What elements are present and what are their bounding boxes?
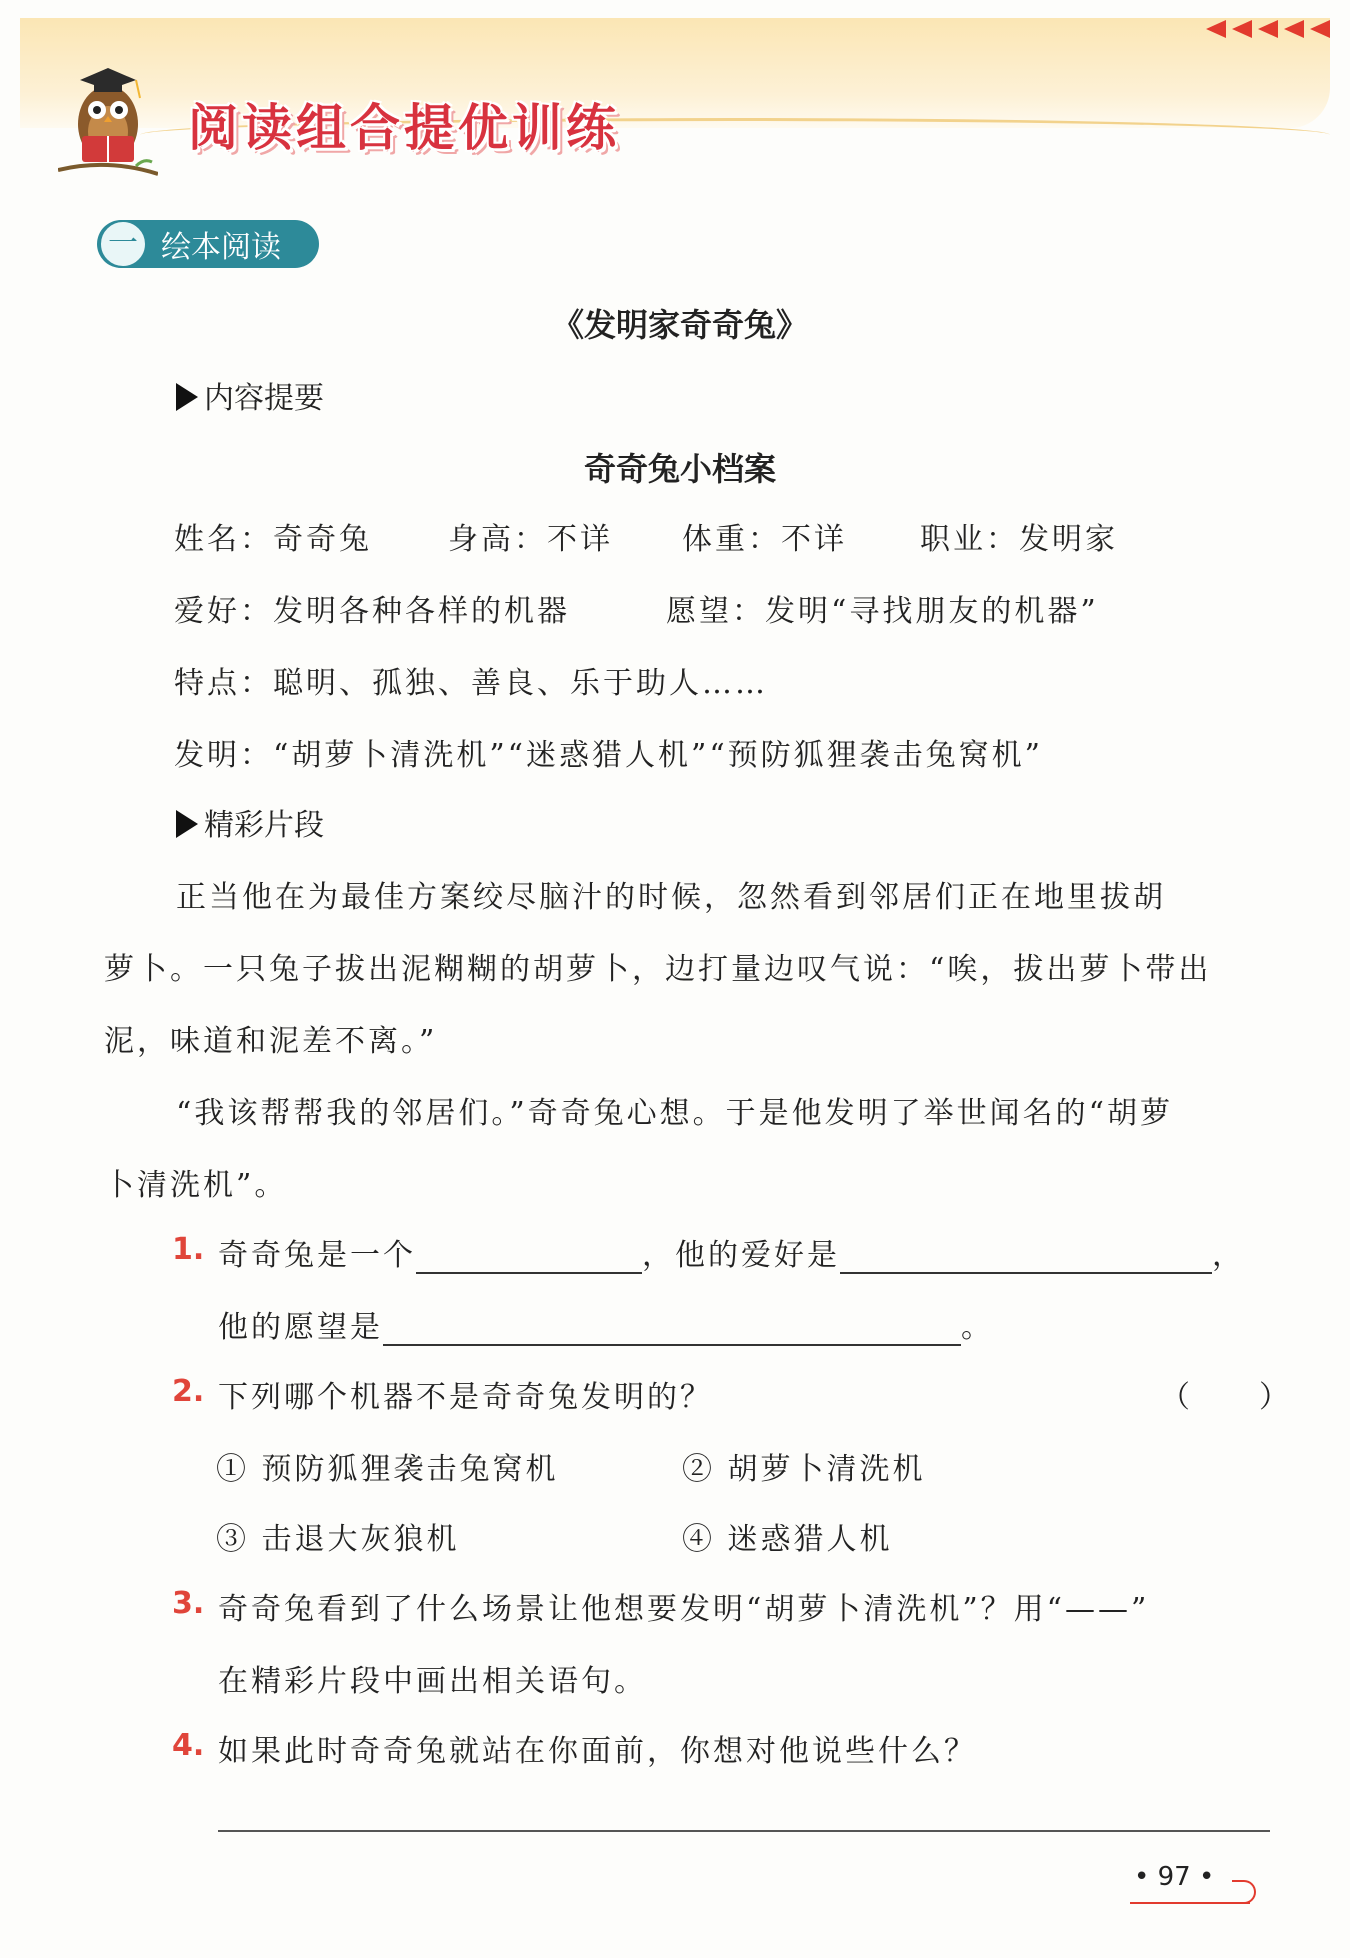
- excerpt-line: 卜清洗机”。: [104, 1168, 288, 1203]
- excerpt-heading: 精彩片段: [176, 800, 324, 844]
- question-1-line-2: 他的愿望是 。: [218, 1310, 994, 1345]
- profile-job: 职业：发明家: [920, 522, 1118, 557]
- section-label: 绘本阅读: [161, 230, 281, 265]
- profile-title: 奇奇兔小档案: [583, 450, 776, 488]
- question-2-option-3: ③ 击退大灰狼机: [216, 1522, 460, 1557]
- section-number: 一: [99, 220, 147, 268]
- page-header-title: 阅读组合提优训练: [188, 99, 620, 157]
- profile-hobby: 爱好：发明各种各样的机器: [174, 594, 570, 629]
- footer-hook-decoration: [1232, 1880, 1256, 1904]
- question-4-number: 4.: [172, 1728, 205, 1763]
- question-2-option-1: ① 预防狐狸袭击兔窝机: [216, 1452, 559, 1487]
- book-title: 《发明家奇奇兔》: [551, 306, 808, 344]
- question-4-answer-line[interactable]: [218, 1830, 1270, 1832]
- question-3-line-2: 在精彩片段中画出相关语句。: [218, 1664, 647, 1699]
- question-1-number: 1.: [172, 1232, 205, 1267]
- question-2-number: 2.: [172, 1374, 205, 1409]
- question-3-number: 3.: [172, 1586, 205, 1621]
- profile-name: 姓名：奇奇兔: [174, 522, 372, 557]
- question-2-text: 下列哪个机器不是奇奇兔发明的？: [218, 1380, 713, 1415]
- section-badge: [97, 220, 319, 268]
- question-4-text: 如果此时奇奇兔就站在你面前，你想对他说些什么？: [218, 1734, 977, 1769]
- arrow-decoration: [1206, 20, 1330, 38]
- page-number: • 97 •: [1134, 1862, 1215, 1892]
- question-3-line-1: 奇奇兔看到了什么场景让他想要发明“胡萝卜清洗机”？用“——”: [218, 1592, 1150, 1627]
- question-2-answer-box[interactable]: （ ）: [1160, 1380, 1292, 1415]
- summary-heading: 内容提要: [176, 373, 324, 417]
- question-1-line-1: 奇奇兔是一个 ，他的爱好是 ，: [218, 1238, 1245, 1273]
- profile-wish: 愿望：发明“寻找朋友的机器”: [666, 594, 1099, 629]
- excerpt-line: 泥，味道和泥差不离。”: [104, 1024, 438, 1059]
- profile-height: 身高：不详: [448, 522, 613, 557]
- question-2-option-2: ② 胡萝卜清洗机: [682, 1452, 926, 1487]
- excerpt-line: 正当他在为最佳方案绞尽脑汁的时候，忽然看到邻居们正在地里拔胡: [176, 880, 1166, 915]
- triangle-bullet-icon: [176, 383, 198, 411]
- answer-blank[interactable]: [383, 1314, 961, 1346]
- owl-reading-icon: [58, 62, 158, 182]
- excerpt-line: 萝卜。一只兔子拔出泥糊糊的胡萝卜，边打量边叹气说：“唉，拔出萝卜带出: [104, 952, 1212, 987]
- profile-traits: 特点：聪明、孤独、善良、乐于助人……: [174, 666, 768, 701]
- answer-blank[interactable]: [840, 1242, 1212, 1274]
- profile-inventions: 发明：“胡萝卜清洗机”“迷惑猎人机”“预防狐狸袭击兔窝机”: [174, 738, 1044, 773]
- answer-blank[interactable]: [416, 1242, 642, 1274]
- question-2-option-4: ④ 迷惑猎人机: [682, 1522, 893, 1557]
- profile-weight: 体重：不详: [682, 522, 847, 557]
- triangle-bullet-icon: [176, 810, 198, 838]
- excerpt-line: “我该帮帮我的邻居们。”奇奇兔心想。于是他发明了举世闻名的“胡萝: [176, 1096, 1174, 1131]
